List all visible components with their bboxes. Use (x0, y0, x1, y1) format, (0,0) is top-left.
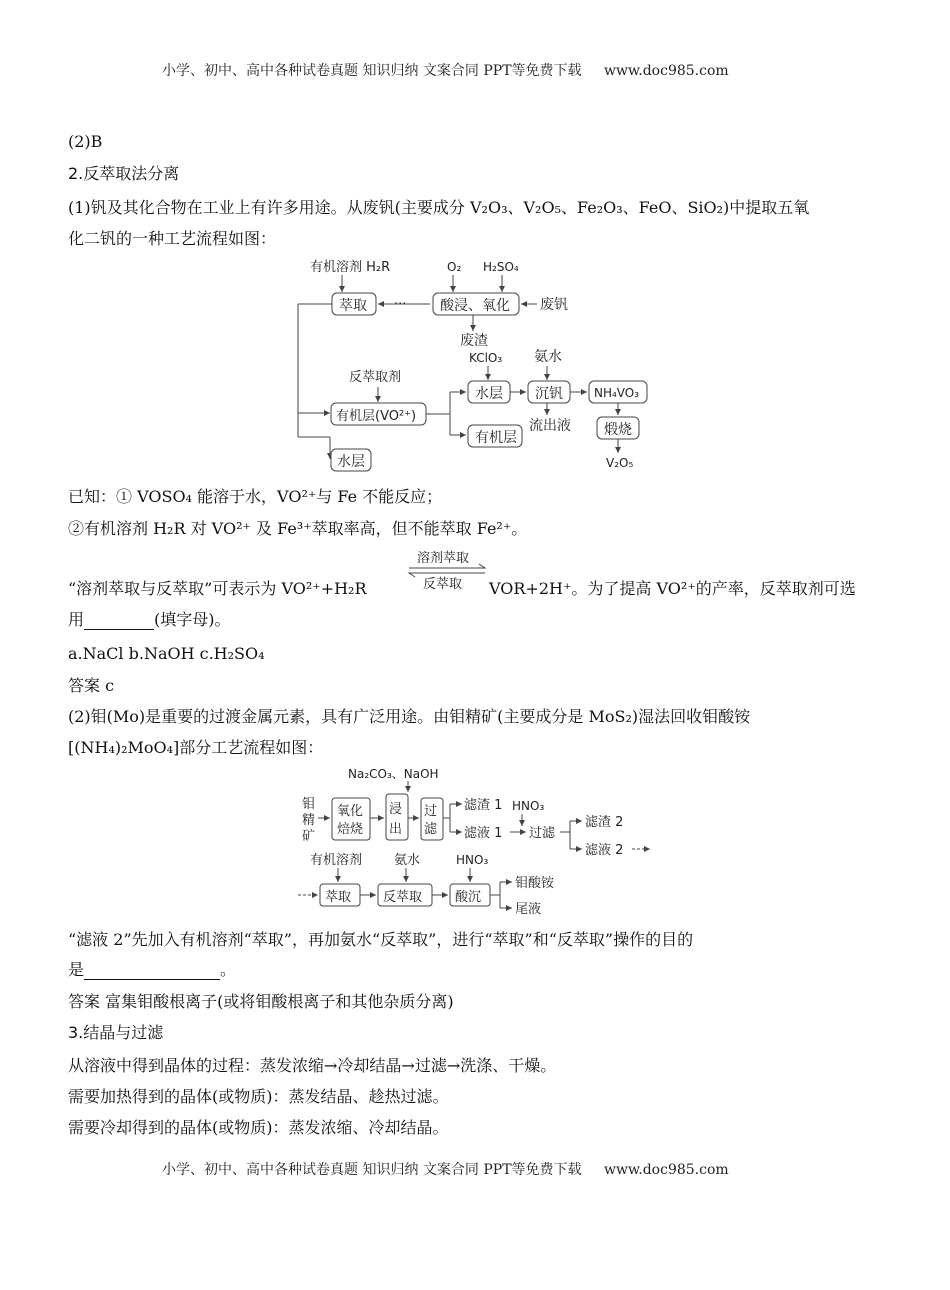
d2-filter: 过滤 (529, 826, 556, 841)
d2-hno3-a: HNO₃ (512, 799, 545, 813)
para-3-line-1: “滤液 2”先加入有机溶剂“萃取”，再加氨水“反萃取”，进行“萃取”和“反萃取”操作的目的 (68, 930, 694, 949)
para-2-line-1: (2)钼(Mo)是重要的过渡金属元素，具有广泛用途。由钼精矿(主要成分是 MoS₂)湿法回收钼酸铵 (68, 707, 751, 726)
d1-v2o5: V₂O₅ (606, 456, 634, 470)
d1-organic-solvent: 有机溶剂 H₂R (310, 260, 391, 275)
d1-organic-layer: 有机层 (475, 430, 517, 446)
d1-outflow: 流出液 (529, 418, 571, 434)
d2-residue-1: 滤渣 1 (464, 798, 503, 813)
section-heading-3: 3.结晶与过滤 (68, 1023, 164, 1042)
d2-product: 钼酸铵 (515, 876, 555, 891)
d2-leach-2: 出 (389, 822, 403, 837)
answer-2: 答案 富集钼酸根离子(或将钼酸根离子和其他杂质分离) (68, 992, 454, 1011)
reversible-arrow (405, 548, 487, 592)
d2-filtrate-2: 滤液 2 (585, 843, 624, 858)
d1-waste-slag: 废渣 (460, 333, 488, 349)
d1-kclo3: KClO₃ (469, 351, 503, 365)
crystal-line-1: 从溶液中得到晶体的过程：蒸发浓缩→冷却结晶→过滤→洗涤、干燥。 (68, 1056, 557, 1075)
flowchart-vanadium (290, 255, 680, 475)
d2-ore-2: 精 (302, 813, 316, 828)
equation-part-b: VOR+2H⁺。为了提高 VO²⁺的产率，反萃取剂可选 (489, 579, 856, 598)
question-fill-1: 用 (填字母)。 (68, 610, 231, 629)
para-2-line-2: [(NH₄)₂MoO₄]部分工艺流程如图： (68, 738, 324, 757)
question-fill-2: 是 。 (68, 960, 237, 979)
d2-ore-1: 钼 (302, 797, 316, 812)
header-text: 小学、初中、高中各种试卷真题 知识归纳 文案合同 PPT等免费下载 (162, 63, 582, 79)
d2-back-extract: 反萃取 (383, 890, 423, 905)
d2-filt-1: 过 (424, 804, 438, 819)
d1-nh4vo3: NH₄VO₃ (594, 386, 640, 400)
d2-filtrate-1: 滤液 1 (464, 826, 503, 841)
eq-bottom-label: 反萃取 (423, 577, 463, 592)
d2-reagents: Na₂CO₃、NaOH (348, 767, 439, 781)
known-1: 已知：① VOSO₄ 能溶于水，VO²⁺与 Fe 不能反应； (68, 487, 443, 506)
d1-calcine: 煅烧 (604, 422, 632, 438)
page-header (162, 60, 729, 80)
header-url[interactable]: www.doc985.com (603, 63, 729, 79)
para-1-line-2: 化二钒的一种工艺流程如图： (68, 229, 277, 248)
footer-url[interactable]: www.doc985.com (603, 1162, 729, 1178)
d1-waste-v: 废钒 (540, 297, 568, 313)
para-1-line-1: (1)钒及其化合物在工业上有许多用途。从废钒(主要成分 V₂O₃、V₂O₅、Fe₂O₃、FeO、SiO₂)中提取五氧 (68, 198, 810, 217)
known-2: ②有机溶剂 H₂R 对 VO²⁺ 及 Fe³⁺萃取率高，但不能萃取 Fe²⁺。 (68, 519, 528, 538)
answer-1: 答案 c (68, 676, 115, 695)
d1-organic-layer-vo: 有机层(VO²⁺) (336, 409, 417, 424)
footer-text: 小学、初中、高中各种试卷真题 知识归纳 文案合同 PPT等免费下载 (162, 1162, 582, 1178)
equation-part-a: “溶剂萃取与反萃取”可表示为 VO²⁺+H₂R (68, 579, 367, 598)
d1-h2so4: H₂SO₄ (483, 260, 519, 274)
page-footer (162, 1159, 729, 1179)
d2-residue-2: 滤渣 2 (585, 815, 624, 830)
d2-tail: 尾液 (515, 902, 542, 917)
crystal-line-3: 需要冷却得到的晶体(或物质)：蒸发浓缩、冷却结晶。 (68, 1118, 449, 1137)
options: a.NaCl b.NaOH c.H₂SO₄ (68, 644, 265, 663)
d1-ammonia: 氨水 (534, 349, 562, 365)
eq-top-label: 溶剂萃取 (417, 551, 470, 566)
d2-leach-1: 浸 (389, 802, 403, 817)
d2-ore-3: 矿 (302, 829, 316, 844)
d1-extract: 萃取 (339, 298, 367, 314)
d1-water-layer2: 水层 (337, 454, 365, 470)
d1-back-agent: 反萃取剂 (349, 370, 402, 385)
d1-dots: ··· (394, 297, 407, 312)
d2-ox-2: 焙烧 (337, 822, 364, 837)
d2-filt-2: 滤 (424, 822, 438, 837)
d2-extract: 萃取 (325, 890, 352, 905)
section-heading-2: 2.反萃取法分离 (68, 164, 180, 183)
d1-water-layer: 水层 (475, 386, 503, 402)
d2-acid-precip: 酸沉 (455, 890, 482, 905)
answer-blank-2[interactable] (84, 963, 220, 980)
crystal-line-2: 需要加热得到的晶体(或物质)：蒸发结晶、趁热过滤。 (68, 1087, 449, 1106)
d1-acid-leach: 酸浸、氧化 (440, 298, 510, 314)
d1-precip-v: 沉钒 (535, 386, 563, 402)
line-2b: (2)B (68, 132, 103, 151)
d1-o2: O₂ (447, 260, 462, 274)
answer-blank-1[interactable] (84, 613, 154, 630)
d2-ox-1: 氧化 (337, 804, 364, 819)
d2-org-solvent: 有机溶剂 (310, 853, 363, 868)
d2-ammonia: 氨水 (394, 853, 421, 868)
d2-hno3-b: HNO₃ (456, 853, 489, 867)
flowchart-molybdenum (298, 764, 660, 920)
